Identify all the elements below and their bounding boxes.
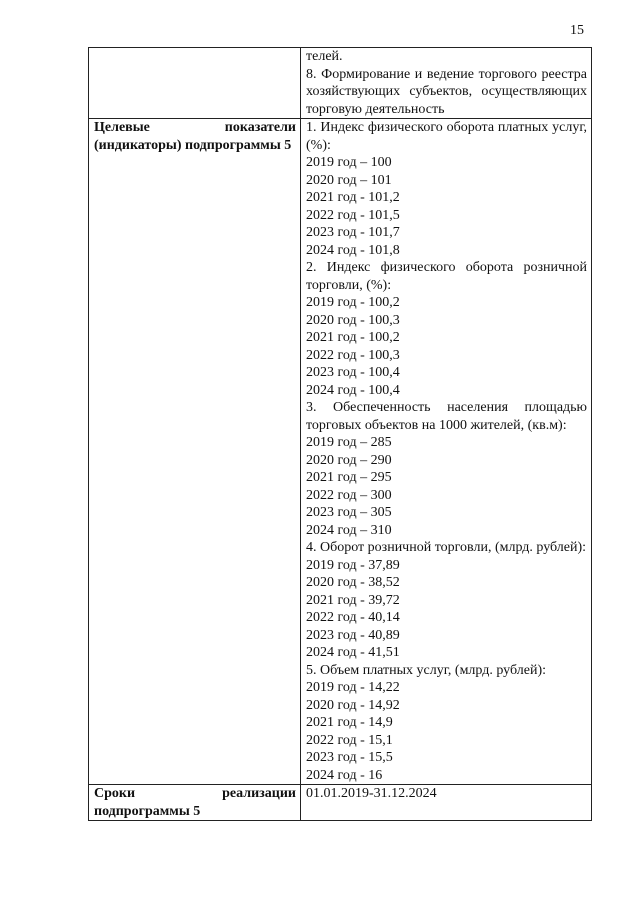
value-line: 2023 год - 40,89 xyxy=(306,627,400,643)
value-line: 2021 год - 39,72 xyxy=(306,592,400,608)
value-line: 3. Обеспеченность населения площадью торговых объектов на 1000 жителей, (кв.м): xyxy=(306,400,587,433)
value-line: 2024 год - 101,8 xyxy=(306,242,400,258)
value-line: 2019 год - 100,2 xyxy=(306,295,400,310)
value-line: 2020 год - 38,52 xyxy=(306,575,400,590)
value-line: 2020 год – 290 xyxy=(306,452,392,468)
row-label-cell: Сроки реализации подпрограммы 5 xyxy=(89,785,301,821)
value-line: 2022 год – 300 xyxy=(306,487,392,503)
value-line: 1. Индекс физического оборота платных услуг, (%): xyxy=(306,120,587,153)
value-line: 2021 год - 14,9 xyxy=(306,715,393,730)
table-row xyxy=(89,785,592,821)
row-label-cell xyxy=(89,48,301,119)
page-number: 15 xyxy=(570,23,584,38)
value-line: 2021 год – 295 xyxy=(306,470,392,485)
table-row xyxy=(89,48,592,119)
value-line: 2020 год - 100,3 xyxy=(306,312,400,328)
value-line: 2024 год - 100,4 xyxy=(306,382,400,398)
table-row xyxy=(89,119,592,785)
value-line: 2021 год - 100,2 xyxy=(306,330,400,345)
value-line: 8. Формирование и ведение торгового реестра хозяйствующих субъектов, осуществляющих торговую деятельность xyxy=(306,66,587,117)
value-line: 2024 год – 310 xyxy=(306,522,392,538)
value-line: 2022 год - 100,3 xyxy=(306,347,400,363)
value-line: 2023 год – 305 xyxy=(306,505,392,520)
value-line: 2022 год - 101,5 xyxy=(306,207,400,223)
value-line: 2020 год – 101 xyxy=(306,172,392,188)
value-line: 2019 год – 100 xyxy=(306,155,392,170)
value-line: 2023 год - 101,7 xyxy=(306,225,400,240)
value-line: 2019 год – 285 xyxy=(306,435,392,450)
value-line: 5. Объем платных услуг, (млрд. рублей): xyxy=(306,662,547,678)
value-line: 2. Индекс физического оборота розничной торговли, (%): xyxy=(306,260,587,293)
value-line: телей. xyxy=(306,49,343,64)
value-line: 2019 год - 37,89 xyxy=(306,557,400,573)
value-line: 2022 год - 40,14 xyxy=(306,610,400,625)
row-label-cell: Целевые показатели (индикаторы) подпрограммы 5 xyxy=(89,119,301,785)
value-line: 2023 год - 15,5 xyxy=(306,750,393,765)
row-value-cell xyxy=(301,119,592,785)
passport-table xyxy=(88,47,592,821)
value-line: 2020 год - 14,92 xyxy=(306,697,400,713)
value-line: 2023 год - 100,4 xyxy=(306,365,400,380)
value-line: 01.01.2019-31.12.2024 xyxy=(306,786,437,801)
row-value-cell xyxy=(301,785,592,821)
value-line: 2021 год - 101,2 xyxy=(306,190,400,205)
value-line: 2019 год - 14,22 xyxy=(306,680,400,695)
value-line: 4. Оборот розничной торговли, (млрд. рублей): xyxy=(306,540,587,555)
value-line: 2024 год - 16 xyxy=(306,767,383,783)
row-value-cell xyxy=(301,48,592,119)
value-line: 2024 год - 41,51 xyxy=(306,645,400,660)
table-body xyxy=(89,48,592,821)
value-line: 2022 год - 15,1 xyxy=(306,732,393,748)
